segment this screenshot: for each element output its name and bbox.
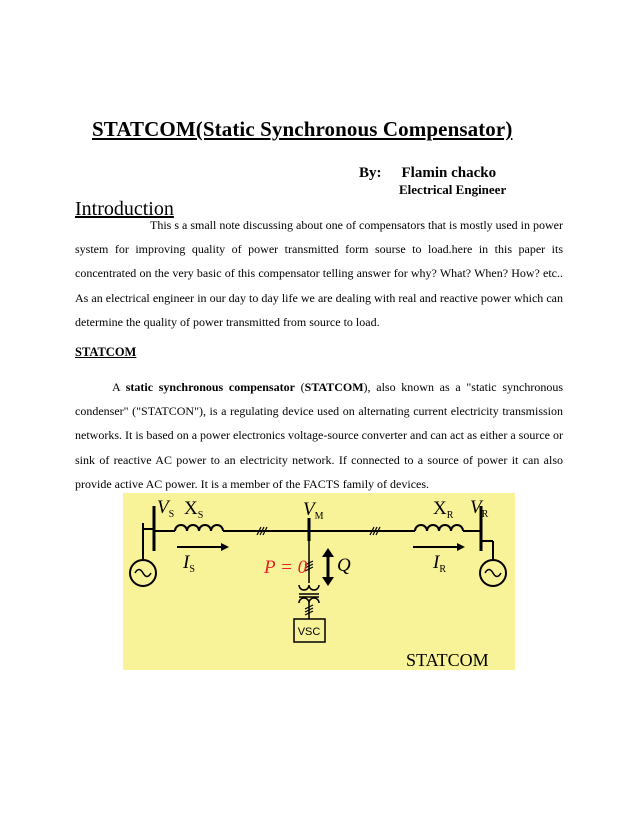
diagram-caption: STATCOM	[406, 650, 489, 670]
vs-label: $V_S$	[157, 497, 175, 520]
vm-label: $V_M$	[303, 499, 324, 522]
author-line	[359, 165, 496, 182]
is-label: $I_S$	[183, 552, 195, 575]
ir-label: $I_R$	[433, 552, 446, 575]
para-bold-acronym: STATCOM	[304, 380, 364, 394]
introduction-heading: Introduction	[75, 198, 174, 220]
by-label: By:	[359, 165, 382, 181]
para-text-2: (	[294, 380, 305, 394]
para-bold-term: static synchronous compensator	[125, 380, 295, 394]
document-title: STATCOM(Static Synchronous Compensator)	[92, 117, 513, 141]
statcom-paragraph	[75, 375, 563, 496]
vsc-label: VSC	[297, 626, 321, 638]
author-name: Flamin chacko	[401, 165, 497, 181]
statcom-heading: STATCOM	[75, 345, 137, 359]
q-label: Q	[337, 555, 351, 576]
vr-label: $V_R$	[470, 497, 489, 520]
xs-label: $X_S$	[184, 498, 204, 521]
author-role: Electrical Engineer	[399, 182, 507, 197]
para-text-1: A	[112, 380, 126, 394]
introduction-text: This s a small note discussing about one of compensators that is mostly used in power system for improving quality of power transmitted form sourse to load.here in this paper its concentrated on the very basic of this compensator telling answer for why? What? When? How? etc.. As an electrical engineer in our day to day life we are dealing with real and reactive power which can determine the quality of power transmitted from source to load.	[75, 218, 563, 329]
xr-label: $X_R$	[433, 498, 454, 521]
para-text-3: ), also known as a "static synchronous condenser" ("STATCON"), is a regulating device used on alternating current electricity transmission networks. It is based on a power electronics voltage-source converter and can act as either a source or sink of reactive AC power to an electricity network. If connected to a source of power it can also provide active AC power. It is a member of the FACTS family of devices.	[75, 380, 564, 491]
introduction-paragraph	[75, 213, 563, 334]
statcom-diagram	[123, 493, 515, 670]
p-equals-zero-label: P = 0	[264, 557, 308, 578]
